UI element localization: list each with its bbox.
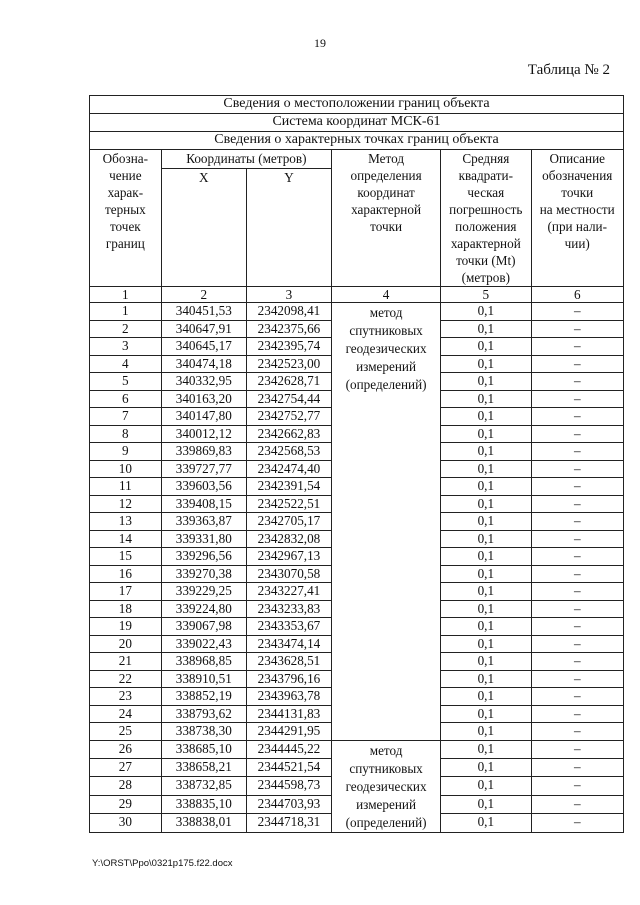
point-number: 28	[90, 777, 162, 795]
coordinate-x: 338852,19	[161, 688, 246, 706]
point-number: 2	[90, 320, 162, 338]
point-number: 30	[90, 814, 162, 832]
table-row	[90, 740, 624, 758]
table-title-2: Система координат МСК-61	[90, 114, 624, 132]
point-description: –	[531, 495, 624, 513]
coordinate-y: 2343628,51	[246, 653, 331, 671]
point-number: 18	[90, 600, 162, 618]
coordinate-x: 340012,12	[161, 425, 246, 443]
point-number: 5	[90, 373, 162, 391]
coordinate-y: 2344291,95	[246, 723, 331, 741]
coordinate-x: 339270,38	[161, 565, 246, 583]
table-title-1: Сведения о местоположении границ объекта	[90, 96, 624, 114]
header-x: X	[161, 169, 246, 287]
point-number: 19	[90, 618, 162, 636]
position-error: 0,1	[441, 338, 531, 356]
table-title-3: Сведения о характерных точках границ объекта	[90, 132, 624, 150]
point-number: 11	[90, 478, 162, 496]
position-error: 0,1	[441, 653, 531, 671]
column-number: 5	[441, 287, 531, 303]
coordinate-x: 338793,62	[161, 705, 246, 723]
position-error: 0,1	[441, 758, 531, 776]
point-number: 13	[90, 513, 162, 531]
coordinate-y: 2342662,83	[246, 425, 331, 443]
position-error: 0,1	[441, 495, 531, 513]
coordinate-y: 2344521,54	[246, 758, 331, 776]
position-error: 0,1	[441, 303, 531, 321]
point-description: –	[531, 705, 624, 723]
coordinate-x: 338685,10	[161, 740, 246, 758]
coordinate-y: 2342832,08	[246, 530, 331, 548]
coordinate-y: 2342967,13	[246, 548, 331, 566]
point-description: –	[531, 548, 624, 566]
table-label: Таблица № 2	[527, 62, 610, 78]
coordinate-y: 2342628,71	[246, 373, 331, 391]
coordinate-y: 2342391,54	[246, 478, 331, 496]
coordinate-x: 340474,18	[161, 355, 246, 373]
coordinate-y: 2342754,44	[246, 390, 331, 408]
point-description: –	[531, 814, 624, 832]
position-error: 0,1	[441, 600, 531, 618]
point-number: 1	[90, 303, 162, 321]
coordinate-y: 2343233,83	[246, 600, 331, 618]
method-cell: метод спутниковых геодезических измерений (определений)	[332, 303, 441, 741]
point-number: 14	[90, 530, 162, 548]
point-number: 4	[90, 355, 162, 373]
coordinate-y: 2343070,58	[246, 565, 331, 583]
coordinate-x: 339296,56	[161, 548, 246, 566]
point-number: 27	[90, 758, 162, 776]
coordinate-x: 338732,85	[161, 777, 246, 795]
coordinate-y: 2344445,22	[246, 740, 331, 758]
coordinate-x: 339022,43	[161, 635, 246, 653]
position-error: 0,1	[441, 408, 531, 426]
coordinate-y: 2343796,16	[246, 670, 331, 688]
point-description: –	[531, 723, 624, 741]
point-description: –	[531, 635, 624, 653]
position-error: 0,1	[441, 443, 531, 461]
header-designation: Обозна- чение харак- терных точек границ	[90, 150, 162, 287]
position-error: 0,1	[441, 635, 531, 653]
column-number: 6	[531, 287, 624, 303]
header-method: Метод определения координат характерной точки	[332, 150, 441, 287]
position-error: 0,1	[441, 460, 531, 478]
coordinate-y: 2342522,51	[246, 495, 331, 513]
point-number: 29	[90, 795, 162, 813]
coordinate-y: 2343353,67	[246, 618, 331, 636]
header-y: Y	[246, 169, 331, 287]
table-row	[90, 303, 624, 321]
point-number: 22	[90, 670, 162, 688]
point-number: 20	[90, 635, 162, 653]
point-description: –	[531, 338, 624, 356]
column-number: 4	[332, 287, 441, 303]
coordinate-x: 340645,17	[161, 338, 246, 356]
position-error: 0,1	[441, 723, 531, 741]
point-number: 9	[90, 443, 162, 461]
coordinate-y: 2342568,53	[246, 443, 331, 461]
position-error: 0,1	[441, 530, 531, 548]
point-description: –	[531, 408, 624, 426]
point-description: –	[531, 530, 624, 548]
coordinate-y: 2342705,17	[246, 513, 331, 531]
coordinate-x: 338835,10	[161, 795, 246, 813]
point-description: –	[531, 320, 624, 338]
point-number: 25	[90, 723, 162, 741]
coordinate-x: 339067,98	[161, 618, 246, 636]
position-error: 0,1	[441, 565, 531, 583]
point-description: –	[531, 460, 624, 478]
point-description: –	[531, 600, 624, 618]
point-description: –	[531, 653, 624, 671]
position-error: 0,1	[441, 777, 531, 795]
point-description: –	[531, 373, 624, 391]
position-error: 0,1	[441, 795, 531, 813]
coordinate-y: 2342474,40	[246, 460, 331, 478]
point-description: –	[531, 478, 624, 496]
position-error: 0,1	[441, 478, 531, 496]
footer-file-path: Y:\ORST\Ppo\0321p175.f22.docx	[92, 858, 233, 869]
coordinate-y: 2344703,93	[246, 795, 331, 813]
point-description: –	[531, 758, 624, 776]
point-number: 15	[90, 548, 162, 566]
position-error: 0,1	[441, 390, 531, 408]
coordinate-y: 2342752,77	[246, 408, 331, 426]
coordinate-y: 2342375,66	[246, 320, 331, 338]
coordinate-x: 339363,87	[161, 513, 246, 531]
coordinate-x: 339331,80	[161, 530, 246, 548]
point-number: 10	[90, 460, 162, 478]
coordinate-y: 2342098,41	[246, 303, 331, 321]
point-number: 7	[90, 408, 162, 426]
coordinate-x: 340647,91	[161, 320, 246, 338]
method-cell: метод спутниковых геодезических измерений (определений)	[332, 740, 441, 832]
coordinate-x: 339408,15	[161, 495, 246, 513]
coordinate-x: 340147,80	[161, 408, 246, 426]
header-description: Описание обозначения точки на местности (при нали- чии)	[531, 150, 624, 287]
position-error: 0,1	[441, 513, 531, 531]
position-error: 0,1	[441, 814, 531, 832]
coordinate-x: 339869,83	[161, 443, 246, 461]
point-number: 12	[90, 495, 162, 513]
coordinate-y: 2344598,73	[246, 777, 331, 795]
header-coordinates: Координаты (метров)	[161, 150, 331, 169]
point-description: –	[531, 390, 624, 408]
point-description: –	[531, 583, 624, 601]
coordinate-x: 340451,53	[161, 303, 246, 321]
position-error: 0,1	[441, 618, 531, 636]
position-error: 0,1	[441, 583, 531, 601]
coordinate-y: 2343474,14	[246, 635, 331, 653]
coordinate-y: 2343963,78	[246, 688, 331, 706]
point-description: –	[531, 688, 624, 706]
point-number: 17	[90, 583, 162, 601]
coordinates-table	[89, 95, 624, 833]
point-number: 26	[90, 740, 162, 758]
position-error: 0,1	[441, 320, 531, 338]
coordinate-y: 2344131,83	[246, 705, 331, 723]
column-number: 2	[161, 287, 246, 303]
coordinate-y: 2343227,41	[246, 583, 331, 601]
coordinate-y: 2342523,00	[246, 355, 331, 373]
position-error: 0,1	[441, 373, 531, 391]
position-error: 0,1	[441, 670, 531, 688]
point-description: –	[531, 740, 624, 758]
column-number: 1	[90, 287, 162, 303]
coordinate-x: 339229,25	[161, 583, 246, 601]
point-description: –	[531, 303, 624, 321]
coordinate-x: 340163,20	[161, 390, 246, 408]
point-description: –	[531, 425, 624, 443]
point-number: 24	[90, 705, 162, 723]
position-error: 0,1	[441, 425, 531, 443]
point-number: 23	[90, 688, 162, 706]
coordinate-x: 338968,85	[161, 653, 246, 671]
point-number: 6	[90, 390, 162, 408]
point-number: 21	[90, 653, 162, 671]
coordinate-x: 339224,80	[161, 600, 246, 618]
point-number: 16	[90, 565, 162, 583]
coordinate-x: 338838,01	[161, 814, 246, 832]
page-number: 19	[314, 36, 326, 50]
coordinate-x: 338658,21	[161, 758, 246, 776]
point-description: –	[531, 565, 624, 583]
position-error: 0,1	[441, 705, 531, 723]
header-error: Средняя квадрати- ческая погрешность положения характерной точки (Mt) (метров)	[441, 150, 531, 287]
point-number: 8	[90, 425, 162, 443]
point-description: –	[531, 443, 624, 461]
coordinate-x: 338910,51	[161, 670, 246, 688]
coordinate-x: 340332,95	[161, 373, 246, 391]
coordinate-x: 338738,30	[161, 723, 246, 741]
position-error: 0,1	[441, 548, 531, 566]
coordinate-x: 339603,56	[161, 478, 246, 496]
coordinate-y: 2344718,31	[246, 814, 331, 832]
position-error: 0,1	[441, 740, 531, 758]
coordinate-y: 2342395,74	[246, 338, 331, 356]
point-description: –	[531, 777, 624, 795]
point-description: –	[531, 795, 624, 813]
point-number: 3	[90, 338, 162, 356]
point-description: –	[531, 513, 624, 531]
position-error: 0,1	[441, 355, 531, 373]
point-description: –	[531, 618, 624, 636]
point-description: –	[531, 670, 624, 688]
point-description: –	[531, 355, 624, 373]
coordinate-x: 339727,77	[161, 460, 246, 478]
position-error: 0,1	[441, 688, 531, 706]
column-number: 3	[246, 287, 331, 303]
